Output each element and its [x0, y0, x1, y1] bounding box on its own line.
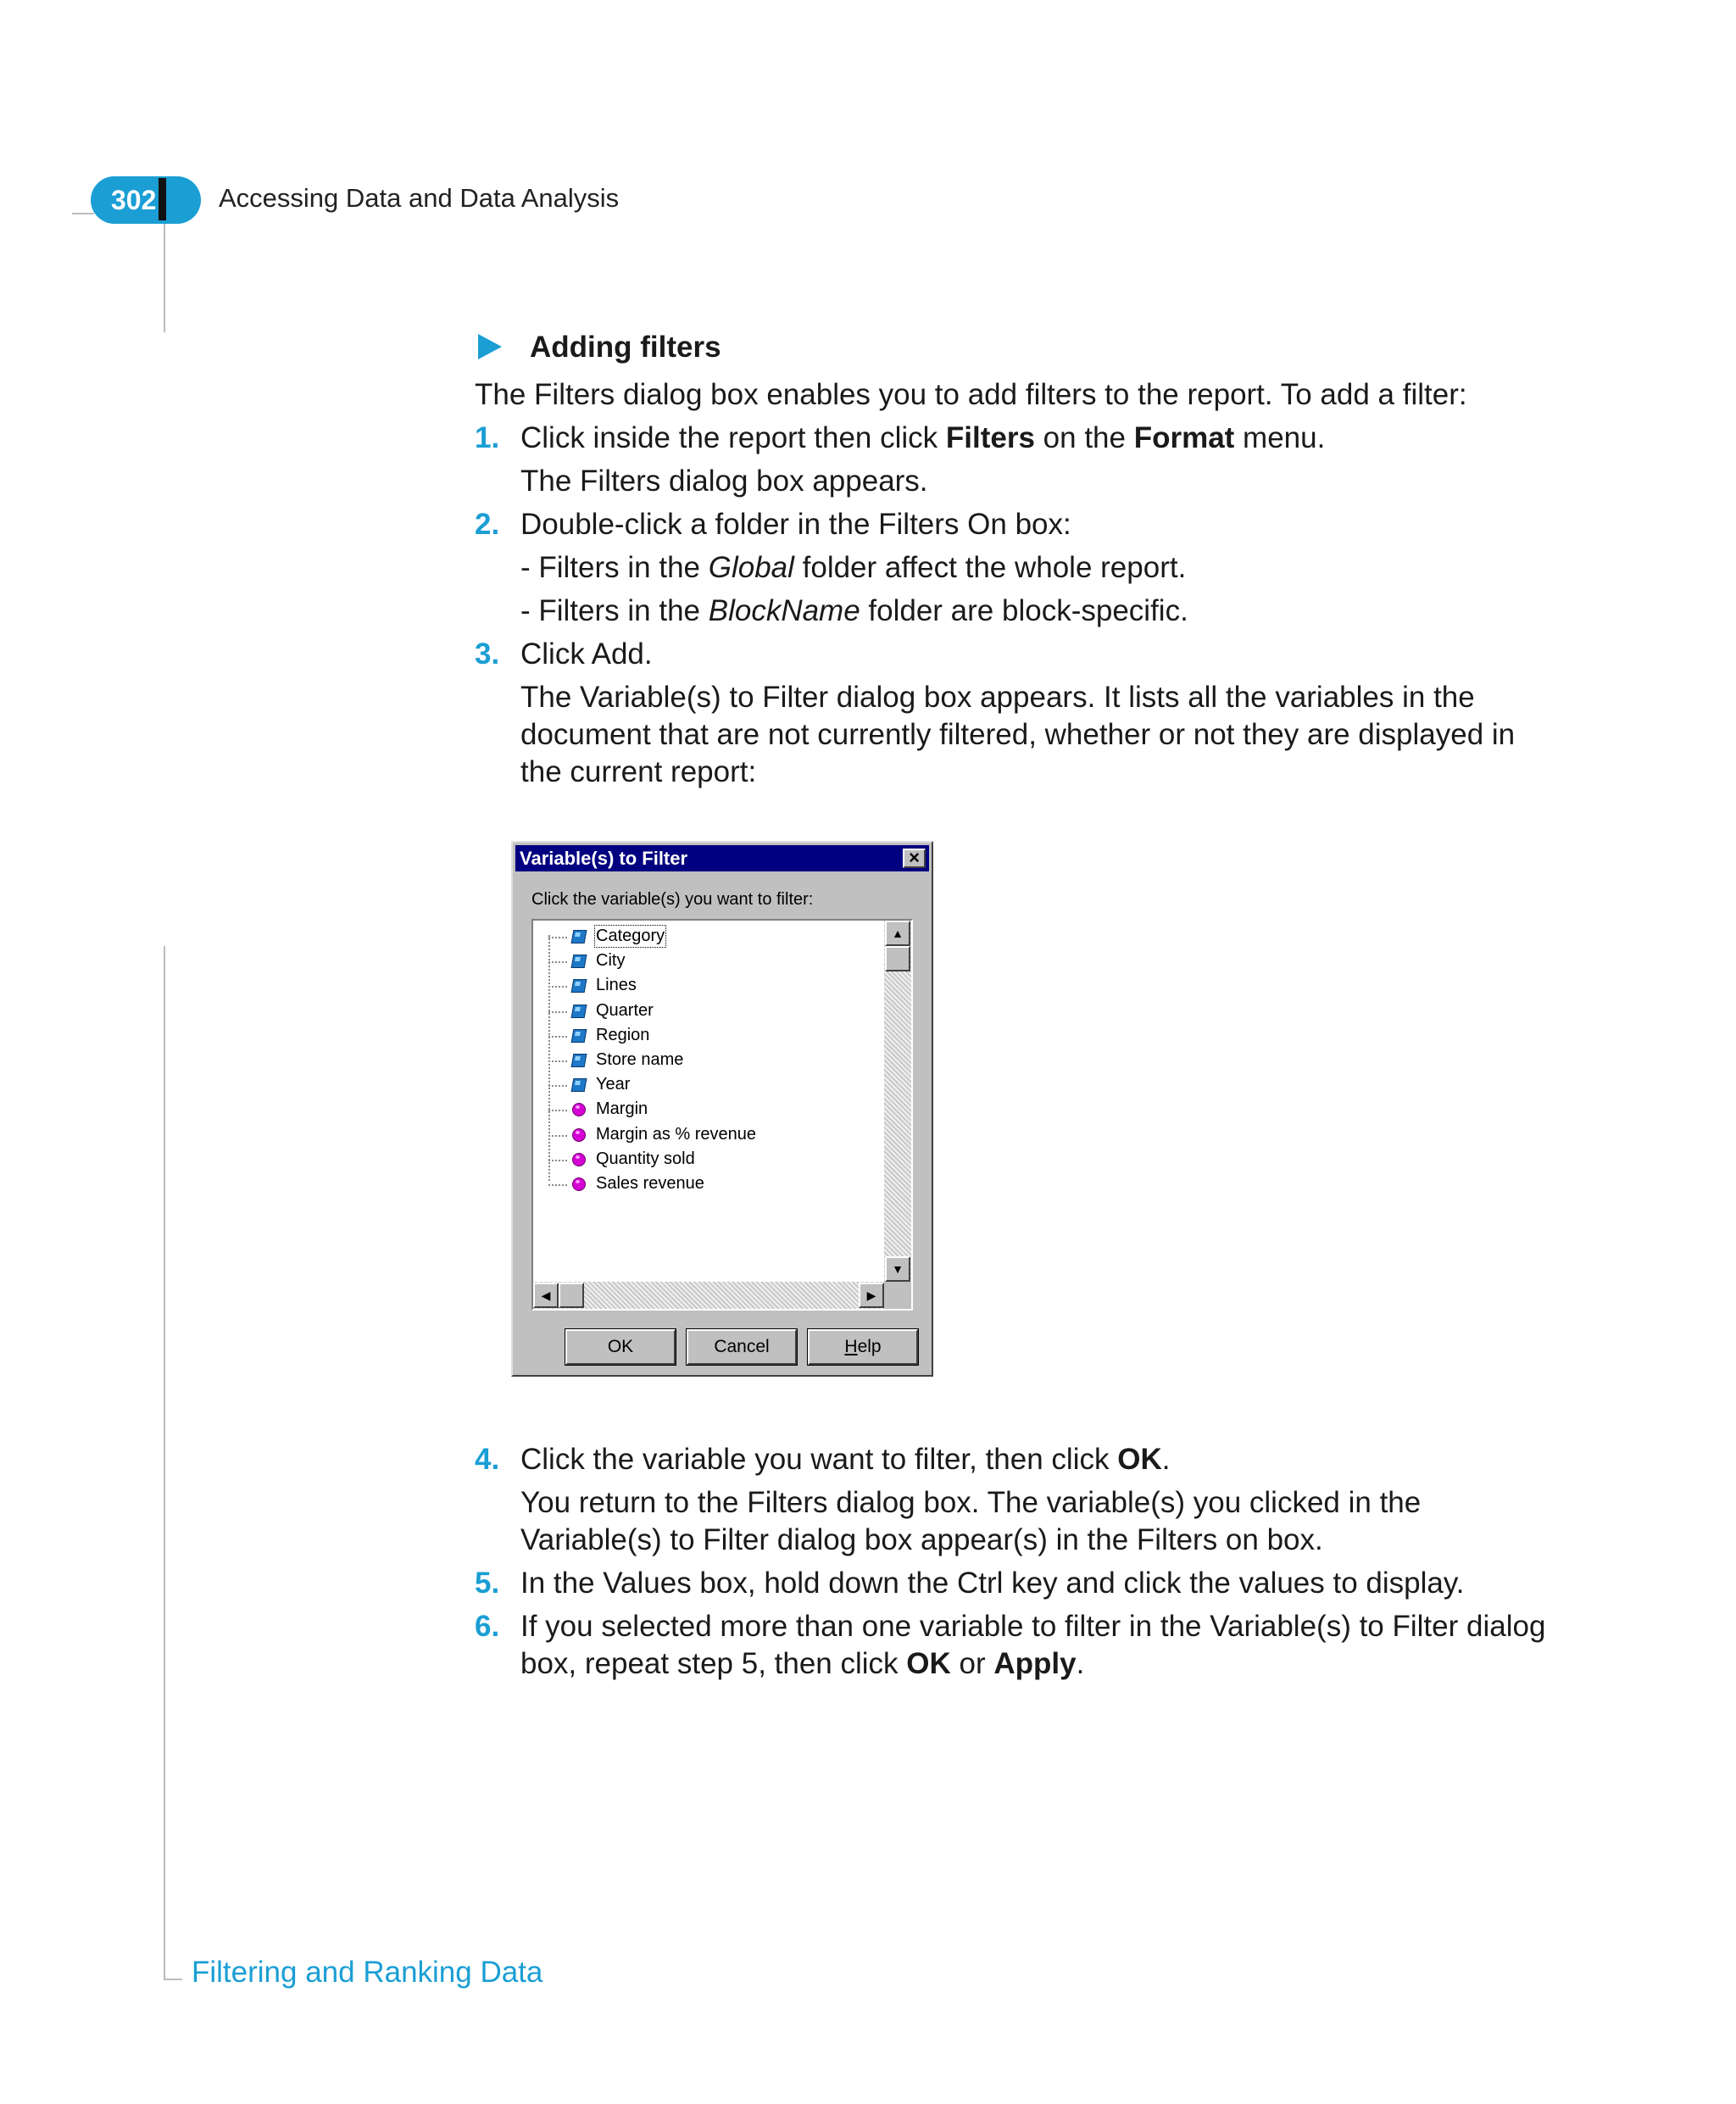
step-bold: Apply: [993, 1647, 1077, 1680]
scroll-right-icon[interactable]: ▶: [859, 1283, 884, 1308]
scroll-left-icon[interactable]: ◀: [533, 1283, 559, 1308]
measure-icon: [572, 1128, 586, 1142]
step-bold: OK: [906, 1647, 951, 1680]
scroll-up-icon[interactable]: ▲: [885, 921, 910, 946]
tree-hook: [548, 1011, 567, 1013]
tree-hook: [548, 1184, 567, 1186]
step-2: [475, 506, 1560, 543]
scroll-down-icon[interactable]: ▼: [885, 1256, 910, 1282]
page-number-bar: [159, 178, 166, 220]
step-number: 5.: [475, 1567, 500, 1600]
intro-paragraph: The Filters dialog box enables you to add filters to the report. To add a filter:: [475, 378, 1467, 411]
measure-icon: [572, 1153, 586, 1166]
dimension-icon: [571, 1029, 587, 1043]
step-text: .: [1076, 1647, 1085, 1680]
tree-hook: [548, 1085, 567, 1087]
item-label: Quarter: [596, 1000, 654, 1020]
header-rule: [72, 213, 94, 214]
item-label: Quantity sold: [596, 1149, 695, 1168]
main-content: [475, 329, 1560, 797]
tree-connector: [548, 935, 550, 1181]
triangle-bullet-icon: [478, 334, 502, 359]
step-number: 4.: [475, 1443, 500, 1476]
step-bold: OK: [1117, 1443, 1162, 1476]
step-4: [475, 1441, 1560, 1478]
dimension-icon: [571, 955, 587, 968]
step-number: 2.: [475, 508, 500, 541]
step-text: Click inside the report then click: [520, 421, 946, 454]
main-content-continued: [475, 1441, 1560, 1689]
step-bold: Filters: [945, 421, 1035, 454]
step-text: .: [1161, 1443, 1171, 1476]
dialog-title: Variable(s) to Filter: [520, 848, 688, 869]
item-label: Sales revenue: [596, 1173, 704, 1193]
vertical-scroll-thumb[interactable]: [885, 946, 910, 971]
step-text: or: [950, 1647, 994, 1680]
tree-hook: [548, 1160, 567, 1161]
tree-hook: [548, 1060, 567, 1062]
tree-hook: [548, 986, 567, 988]
measure-icon: [572, 1177, 586, 1191]
footer-rule: [164, 1979, 182, 1980]
step-text: on the: [1034, 421, 1134, 454]
horizontal-scrollbar[interactable]: [533, 1282, 884, 1309]
item-label: Category: [596, 927, 665, 945]
step-1-note: The Filters dialog box appears.: [520, 465, 928, 498]
help-button[interactable]: Help: [808, 1329, 918, 1365]
item-label: Store name: [596, 1049, 684, 1069]
cancel-button[interactable]: Cancel: [687, 1329, 797, 1365]
ok-button[interactable]: OK: [565, 1329, 676, 1365]
step-bold: Format: [1133, 421, 1235, 454]
bullet-text: folder are block-specific.: [860, 594, 1188, 627]
step-text: Click the variable you want to filter, then click: [520, 1443, 1118, 1476]
step-text: Click Add.: [520, 637, 653, 671]
step-5: [475, 1565, 1560, 1602]
bullet-emphasis: Global: [708, 551, 794, 584]
step-2-bullet-block: [475, 593, 1560, 630]
bullet-text: - Filters in the: [520, 594, 709, 627]
step-text: In the Values box, hold down the Ctrl key and click the values to display.: [520, 1567, 1465, 1600]
dimension-icon: [571, 930, 587, 943]
page-number-badge: 302: [91, 176, 201, 224]
item-label: Lines: [596, 976, 637, 995]
dimension-icon: [571, 1005, 587, 1018]
tree-hook: [548, 1135, 567, 1137]
bullet-text: folder affect the whole report.: [793, 551, 1187, 584]
running-header: Accessing Data and Data Analysis: [219, 183, 620, 213]
running-footer: Filtering and Ranking Data: [192, 1956, 543, 1989]
step-6: [475, 1608, 1560, 1683]
vertical-scrollbar[interactable]: [884, 921, 911, 1282]
step-3: [475, 636, 1560, 673]
item-label: City: [596, 951, 626, 971]
item-label: Region: [596, 1025, 650, 1044]
step-text: menu.: [1234, 421, 1326, 454]
step-text: If you selected more than one variable to filter in the Variable(s) to Filter dialog box, repeat step 5, then click: [520, 1610, 1546, 1680]
step-text: Double-click a folder in the Filters On box:: [520, 508, 1071, 541]
variable-listbox[interactable]: [531, 919, 913, 1311]
scrollbar-corner: [884, 1282, 911, 1309]
step-number: 6.: [475, 1610, 500, 1643]
step-2-bullet-global: [475, 549, 1560, 587]
variables-to-filter-dialog: [511, 841, 933, 1377]
step-1: [475, 420, 1560, 457]
bullet-text: - Filters in the: [520, 551, 709, 584]
tree-hook: [548, 937, 567, 938]
item-label: Year: [596, 1075, 631, 1094]
dimension-icon: [571, 1078, 587, 1092]
horizontal-scroll-thumb[interactable]: [559, 1283, 584, 1308]
section-title: Adding filters: [530, 331, 721, 364]
bullet-emphasis: BlockName: [708, 594, 860, 627]
margin-rule-top: [164, 222, 165, 332]
dimension-icon: [571, 1054, 587, 1067]
dialog-titlebar: [515, 845, 929, 871]
step-4-note: You return to the Filters dialog box. The variable(s) you clicked in the Variable(s) to Filter dialog box appear(s) in the Filters on box.: [520, 1486, 1422, 1556]
measure-icon: [572, 1103, 586, 1116]
dimension-icon: [571, 979, 587, 993]
tree-hook: [548, 961, 567, 963]
tree-hook: [548, 1036, 567, 1038]
step-number: 1.: [475, 421, 500, 454]
item-label: Margin as % revenue: [596, 1124, 756, 1144]
close-icon[interactable]: ×: [903, 849, 926, 868]
step-3-note: The Variable(s) to Filter dialog box appears. It lists all the variables in the document that are not currently filtered, whether or not they are displayed in the current report:: [520, 681, 1516, 788]
section-heading: [475, 329, 1560, 366]
step-number: 3.: [475, 637, 500, 671]
tree-hook: [548, 1110, 567, 1111]
dialog-prompt: Click the variable(s) you want to filter:: [531, 890, 814, 909]
margin-rule-bottom: [164, 946, 165, 1980]
item-label: Margin: [596, 1099, 648, 1119]
